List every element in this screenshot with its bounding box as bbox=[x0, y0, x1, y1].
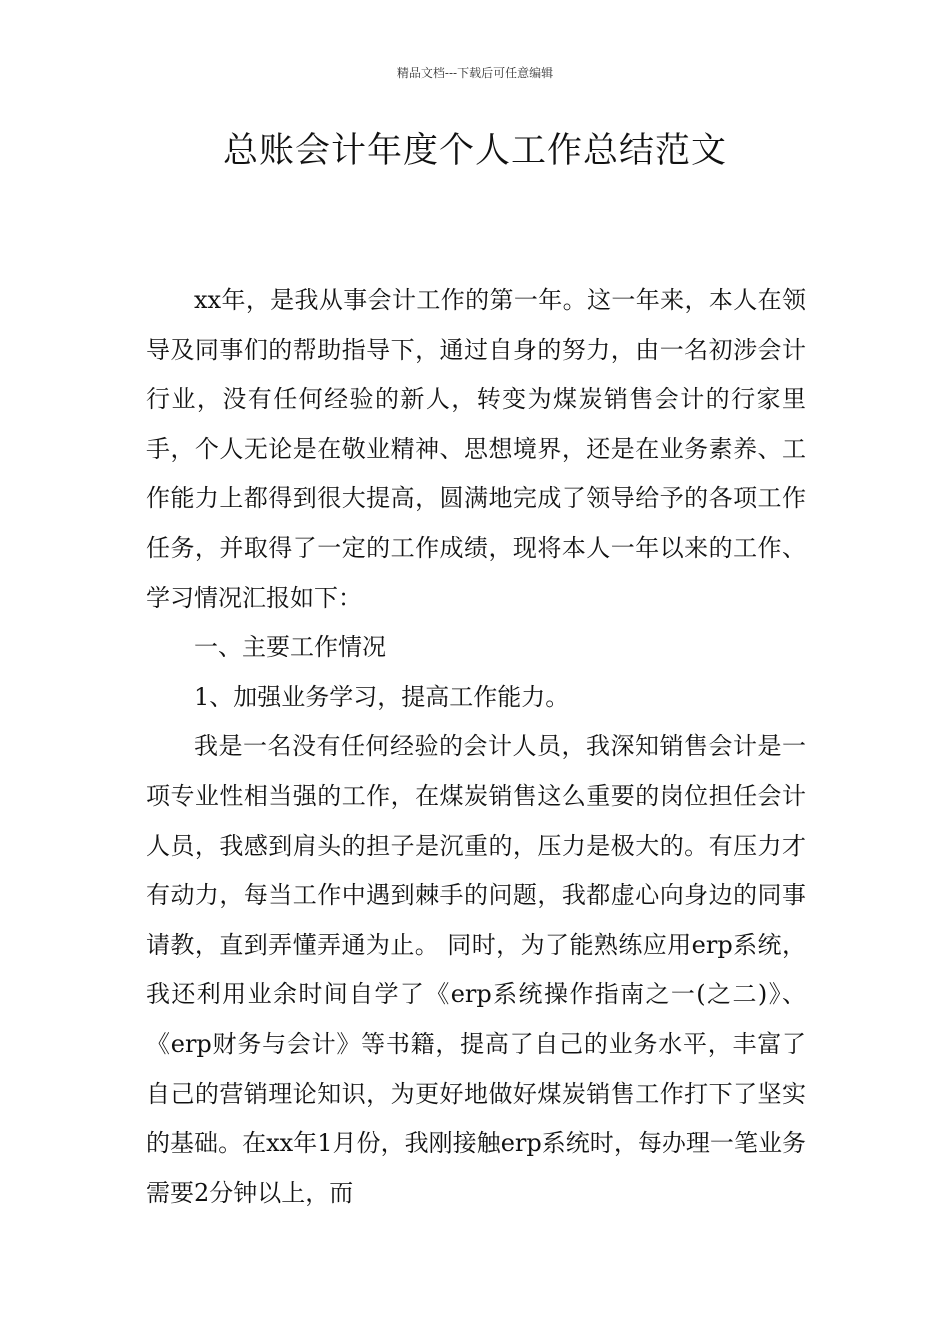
header-note: 精品文档---下载后可任意编辑 bbox=[396, 66, 554, 80]
subsection-heading-study: 1、加强业务学习，提高工作能力。 bbox=[194, 682, 570, 711]
section-heading-main-work: 一、主要工作情况 bbox=[194, 633, 386, 662]
document-title: 总账会计年度个人工作总结范文 bbox=[222, 131, 727, 171]
paragraph-intro: xx年，是我从事会计工作的第一年。这一年来，本人在领导及同事们的帮助指导下，通过自身的努力，由一名初涉会计行业，没有任何经验的新人，转变为煤炭销售会计的行家里手，个人无论是在敬业精神、思想境界，还是在业务素养、工作能力上都得到很大提高，圆满地完成了领导给予的各项工作任务，并取得了一定的工作成绩，现将本人一年以来的工作、学习情况汇报如下： bbox=[146, 286, 806, 612]
document-body bbox=[146, 276, 806, 1218]
paragraph-study-details: 我是一名没有任何经验的会计人员，我深知销售会计是一项专业性相当强的工作，在煤炭销售这么重要的岗位担任会计人员，我感到肩头的担子是沉重的，压力是极大的。有压力才有动力，每当工作中遇到棘手的问题，我都虚心向身边的同事请教，直到弄懂弄通为止。 同时，为了能熟练应用erp系统，我还利用业余时间自学了《erp系统操作指南之一(之二)》、《erp财务与会计》等书籍，提高了自己的业务水平，丰富了自己的营销理论知识，为更好地做好煤炭销售工作打下了坚实的基础。在xx年1月份，我刚接触erp系统时，每办理一笔业务需要2分钟以上，而 bbox=[146, 732, 806, 1207]
